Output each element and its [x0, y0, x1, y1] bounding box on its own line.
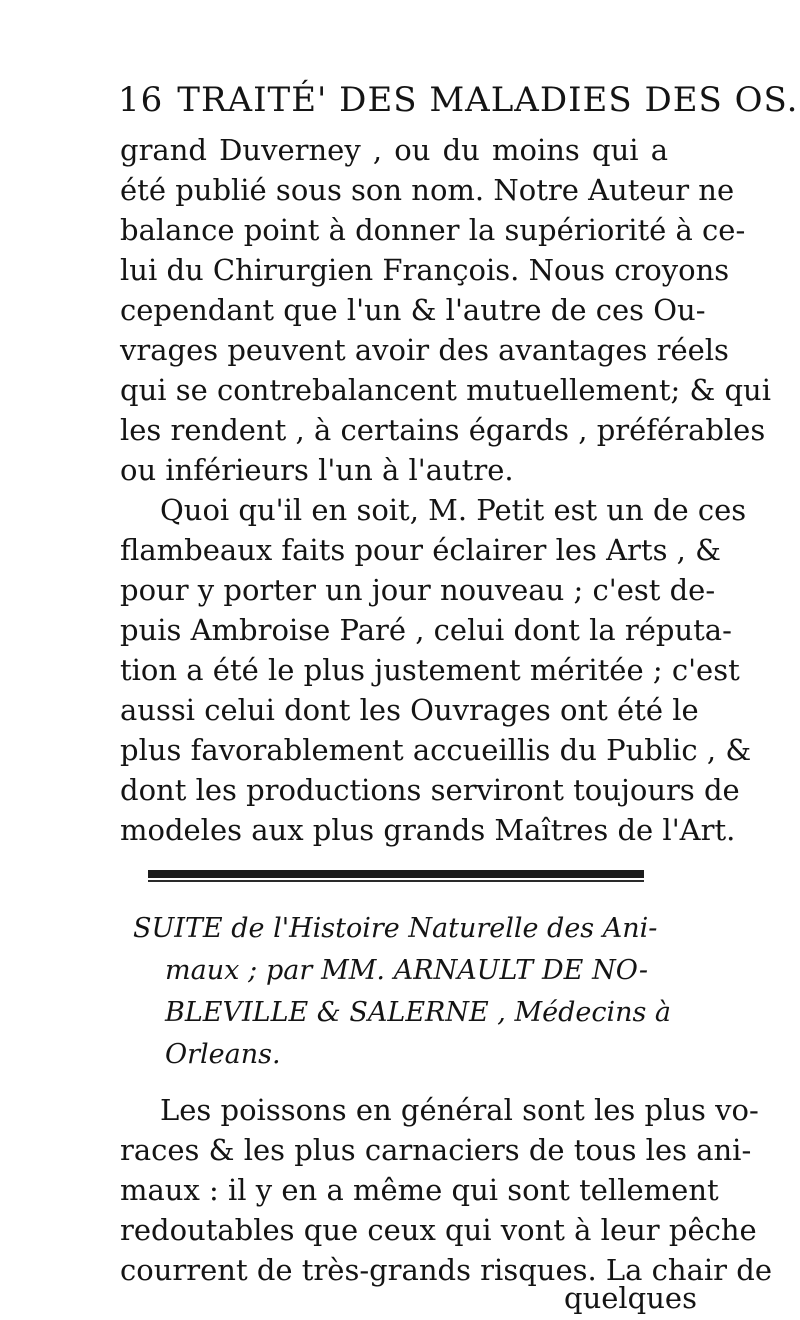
paragraph-2-line: puis Ambroise Paré , celui dont la réputa- — [120, 613, 732, 647]
paragraph-1-line: les rendent , à certains égards , préférables — [120, 413, 766, 447]
paragraph-1-line: cependant que l'un & l'autre de ces Ou- — [120, 293, 706, 327]
paragraph-2-line: aussi celui dont les Ouvrages ont été le — [120, 693, 699, 727]
running-head — [118, 80, 799, 120]
page-number: 16 — [118, 80, 164, 120]
paragraph-1-line: vrages peuvent avoir des avantages réels — [120, 333, 729, 367]
paragraph-3-line: courrent de très-grands risques. La chair de — [120, 1253, 772, 1287]
divider-thin-rule — [148, 880, 644, 882]
section-heading-line: SUITE de l'Histoire Naturelle des Ani- — [133, 913, 658, 944]
paragraph-2-line: dont les productions serviront toujours de — [120, 773, 740, 807]
section-heading-line: BLEVILLE & SALERNE , Médecins à — [165, 997, 672, 1028]
paragraph-2-line: plus favorablement accueillis du Public , & — [120, 733, 752, 767]
section-heading-line: Orleans. — [165, 1039, 281, 1070]
paragraph-1-line: lui du Chirurgien François. Nous croyons — [120, 253, 730, 287]
section-divider — [148, 870, 644, 882]
divider-thick-rule — [148, 870, 644, 878]
section-heading-line: maux ; par MM. ARNAULT DE NO- — [165, 955, 648, 986]
paragraph-1-line: qui se contrebalancent mutuellement; & qui — [120, 373, 772, 407]
paragraph-3-line: Les poissons en général sont les plus vo- — [160, 1093, 759, 1127]
paragraph-1-line: balance point à donner la supériorité à ce- — [120, 213, 746, 247]
running-head-title: TRAITÉ' DES MALADIES DES OS. — [177, 80, 799, 120]
paragraph-2-line: flambeaux faits pour éclairer les Arts , & — [120, 533, 721, 567]
paragraph-2-line: modeles aux plus grands Maîtres de l'Art. — [120, 813, 736, 847]
catch-word: quelques — [564, 1281, 697, 1315]
paragraph-2-line: tion a été le plus justement méritée ; c'est — [120, 653, 740, 687]
paragraph-1-line: ou inférieurs l'un à l'autre. — [120, 453, 514, 487]
paragraph-3-line: races & les plus carnaciers de tous les ani- — [120, 1133, 752, 1167]
paragraph-2-line: Quoi qu'il en soit, M. Petit est un de ces — [160, 493, 747, 527]
paragraph-1-line: été publié sous son nom. Notre Auteur ne — [120, 173, 735, 207]
paragraph-1-line: grand Duverney , ou du moins qui a — [120, 133, 668, 167]
paragraph-3-line: redoutables que ceux qui vont à leur pêche — [120, 1213, 757, 1247]
paragraph-3-line: maux : il y en a même qui sont tellement — [120, 1173, 719, 1207]
paragraph-2-line: pour y porter un jour nouveau ; c'est de- — [120, 573, 716, 607]
